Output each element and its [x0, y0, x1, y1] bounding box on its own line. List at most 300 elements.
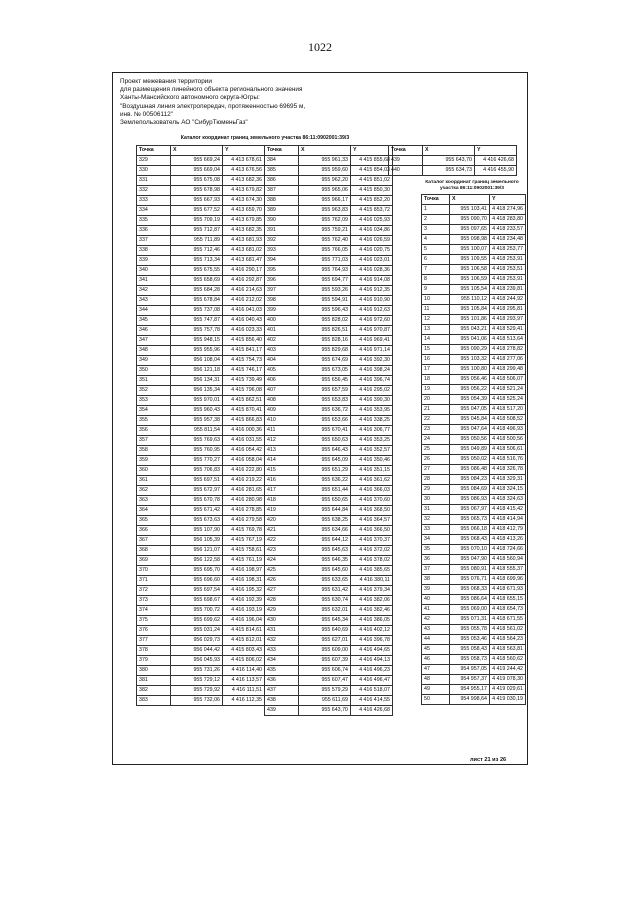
y-cell: 4 416 414,55	[351, 696, 393, 706]
table-row	[422, 375, 526, 385]
y-cell: 4 413 678,61	[223, 156, 265, 166]
point-cell: 21	[422, 405, 450, 415]
table-row	[265, 156, 393, 166]
y-cell: 4 416 212,02	[223, 296, 265, 306]
x-cell: 955 729,92	[171, 686, 223, 696]
x-cell: 955 962,20	[299, 176, 351, 186]
point-cell: 50	[422, 695, 450, 705]
table-row	[422, 365, 526, 375]
x-cell: 955 100,07	[450, 245, 490, 255]
point-cell: 421	[265, 526, 299, 536]
x-cell: 956 135,34	[171, 386, 223, 396]
point-cell: 45	[422, 645, 450, 655]
table-row	[137, 366, 265, 376]
point-cell: 23	[422, 425, 450, 435]
point-cell: 362	[137, 486, 171, 496]
x-cell: 955 058,43	[450, 645, 490, 655]
table-row	[422, 675, 526, 685]
y-cell: 4 416 023,01	[351, 256, 393, 266]
y-cell: 4 418 699,96	[490, 575, 526, 585]
x-cell: 955 965,06	[299, 186, 351, 196]
table-row	[265, 236, 393, 246]
y-cell: 4 416 025,93	[351, 216, 393, 226]
table-row	[265, 596, 393, 606]
table-row	[265, 646, 393, 656]
point-cell: 426	[265, 576, 299, 586]
point-cell: 31	[422, 505, 450, 515]
y-cell: 4 416 351,15	[351, 466, 393, 476]
table-row	[422, 415, 526, 425]
y-cell: 4 413 679,85	[223, 216, 265, 226]
y-cell: 4 415 852,20	[351, 196, 393, 206]
y-cell: 4 418 563,81	[490, 645, 526, 655]
point-cell: 334	[137, 206, 171, 216]
table-row	[137, 596, 265, 606]
y-cell: 4 418 253,91	[490, 255, 526, 265]
point-cell: 407	[265, 386, 299, 396]
table-row	[422, 465, 526, 475]
x-cell: 955 076,71	[450, 575, 490, 585]
y-cell: 4 416 111,51	[223, 686, 265, 696]
y-cell: 4 415 754,73	[223, 356, 265, 366]
y-cell: 4 419 244,42	[490, 665, 526, 675]
table-row	[265, 526, 393, 536]
x-cell: 955 596,43	[299, 306, 351, 316]
y-cell: 4 418 564,23	[490, 635, 526, 645]
point-cell: 400	[265, 316, 299, 326]
table-row	[265, 196, 393, 206]
table-row	[265, 536, 393, 546]
coordinates-table-3	[388, 145, 517, 176]
y-cell: 4 416 494,13	[351, 656, 393, 666]
table-row	[265, 246, 393, 256]
table-row	[137, 616, 265, 626]
table-row	[265, 186, 393, 196]
point-cell: 428	[265, 596, 299, 606]
table-row	[265, 586, 393, 596]
table-row	[265, 336, 393, 346]
x-cell: 955 086,48	[450, 465, 490, 475]
y-cell: 4 416 350,46	[351, 456, 393, 466]
table-row	[389, 156, 517, 166]
x-cell: 955 670,78	[171, 496, 223, 506]
y-cell: 4 418 253,91	[490, 275, 526, 285]
point-cell: 406	[265, 376, 299, 386]
point-cell: 363	[137, 496, 171, 506]
x-cell: 955 049,89	[450, 445, 490, 455]
table-row	[137, 566, 265, 576]
col-y: Y	[351, 146, 393, 156]
x-cell: 955 760,95	[171, 446, 223, 456]
y-cell: 4 416 193,19	[223, 606, 265, 616]
x-cell: 955 658,69	[171, 276, 223, 286]
table-row	[422, 405, 526, 415]
x-cell: 955 771,03	[299, 256, 351, 266]
point-cell: 46	[422, 655, 450, 665]
y-cell: 4 416 912,63	[351, 306, 393, 316]
x-cell: 955 672,97	[171, 486, 223, 496]
table-row	[137, 186, 265, 196]
x-cell: 955 070,10	[450, 545, 490, 555]
y-cell: 4 418 326,78	[490, 465, 526, 475]
x-cell: 955 106,58	[450, 265, 490, 275]
table-row	[422, 235, 526, 245]
y-cell: 4 416 379,34	[351, 586, 393, 596]
x-cell: 955 963,83	[299, 206, 351, 216]
y-cell: 4 418 529,41	[490, 325, 526, 335]
col-y: Y	[475, 146, 517, 156]
x-cell: 955 631,42	[299, 586, 351, 596]
header-line: Землепользователь АО "СибурТюменьГаз"	[120, 119, 248, 127]
y-cell: 4 418 671,55	[490, 615, 526, 625]
x-cell: 955 066,18	[450, 525, 490, 535]
point-cell: 378	[137, 646, 171, 656]
point-cell: 25	[422, 445, 450, 455]
table-row	[137, 476, 265, 486]
table-row	[137, 326, 265, 336]
y-cell: 4 416 455,90	[475, 166, 517, 176]
table-row	[265, 296, 393, 306]
x-cell: 955 957,38	[171, 416, 223, 426]
table-row	[265, 446, 393, 456]
point-cell: 36	[422, 555, 450, 565]
y-cell: 4 416 396,78	[351, 636, 393, 646]
point-cell: 409	[265, 406, 299, 416]
table-row	[137, 386, 265, 396]
point-cell: 29	[422, 485, 450, 495]
point-cell: 411	[265, 426, 299, 436]
y-cell: 4 418 555,37	[490, 565, 526, 575]
point-cell: 383	[137, 696, 171, 706]
table-row	[265, 546, 393, 556]
y-cell: 4 416 368,50	[351, 506, 393, 516]
point-cell: 436	[265, 676, 299, 686]
y-cell: 4 415 761,19	[223, 556, 265, 566]
table-row	[137, 466, 265, 476]
x-cell: 955 673,05	[299, 366, 351, 376]
table-row	[265, 376, 393, 386]
x-cell: 955 651,44	[299, 486, 351, 496]
table-row	[137, 676, 265, 686]
x-cell: 955 669,04	[171, 166, 223, 176]
y-cell: 4 413 681,02	[223, 246, 265, 256]
y-cell: 4 415 870,41	[223, 406, 265, 416]
point-cell: 410	[265, 416, 299, 426]
table-row	[265, 176, 393, 186]
y-cell: 4 418 239,81	[490, 285, 526, 295]
point-cell: 28	[422, 475, 450, 485]
point-cell: 388	[265, 196, 299, 206]
table-row	[265, 346, 393, 356]
y-cell: 4 416 195,32	[223, 586, 265, 596]
table-row	[265, 306, 393, 316]
table-row	[422, 225, 526, 235]
x-cell: 955 694,77	[299, 276, 351, 286]
y-cell: 4 415 850,30	[351, 186, 393, 196]
point-cell: 20	[422, 395, 450, 405]
y-cell: 4 413 676,56	[223, 166, 265, 176]
y-cell: 4 416 426,68	[475, 156, 517, 166]
point-cell: 39	[422, 585, 450, 595]
y-cell: 4 416 290,17	[223, 266, 265, 276]
x-cell: 955 729,12	[171, 676, 223, 686]
point-cell: 329	[137, 156, 171, 166]
table-row	[265, 496, 393, 506]
y-cell: 4 418 413,26	[490, 535, 526, 545]
x-cell: 955 636,72	[299, 406, 351, 416]
x-cell: 955 695,70	[171, 566, 223, 576]
x-cell: 956 029,73	[171, 636, 223, 646]
x-cell: 955 966,17	[299, 196, 351, 206]
point-cell: 359	[137, 456, 171, 466]
table-row	[137, 316, 265, 326]
point-cell: 440	[389, 166, 423, 176]
table-row	[265, 396, 393, 406]
table-row	[422, 525, 526, 535]
x-cell: 955 041,06	[450, 335, 490, 345]
y-cell: 4 413 682,36	[223, 176, 265, 186]
x-cell: 955 106,59	[450, 275, 490, 285]
x-cell: 955 069,00	[450, 605, 490, 615]
x-cell: 955 607,39	[299, 656, 351, 666]
y-cell: 4 415 812,01	[223, 636, 265, 646]
table-row	[137, 276, 265, 286]
point-cell: 35	[422, 545, 450, 555]
point-cell: 40	[422, 595, 450, 605]
x-cell: 955 674,69	[299, 356, 351, 366]
x-cell: 955 653,83	[299, 396, 351, 406]
x-cell: 956 122,58	[171, 556, 223, 566]
x-cell: 955 675,08	[171, 176, 223, 186]
y-cell: 4 416 385,65	[351, 566, 393, 576]
x-cell: 955 047,90	[450, 555, 490, 565]
point-cell: 3	[422, 225, 450, 235]
table-row	[265, 256, 393, 266]
table-row	[265, 566, 393, 576]
table-row	[422, 505, 526, 515]
point-cell: 416	[265, 476, 299, 486]
y-cell: 4 416 402,12	[351, 626, 393, 636]
x-cell: 955 056,22	[450, 385, 490, 395]
y-cell: 4 418 513,64	[490, 335, 526, 345]
table-row	[137, 336, 265, 346]
x-cell: 955 645,60	[299, 566, 351, 576]
y-cell: 4 416 112,35	[223, 696, 265, 706]
y-cell: 4 415 758,61	[223, 546, 265, 556]
y-cell: 4 415 866,83	[223, 416, 265, 426]
x-cell: 955 633,65	[299, 576, 351, 586]
x-cell: 955 697,51	[171, 476, 223, 486]
table-row	[422, 625, 526, 635]
y-cell: 4 415 814,61	[223, 626, 265, 636]
y-cell: 4 416 398,24	[351, 366, 393, 376]
y-cell: 4 416 058,04	[223, 456, 265, 466]
point-cell: 27	[422, 465, 450, 475]
point-cell: 17	[422, 365, 450, 375]
table-row	[137, 586, 265, 596]
point-cell: 377	[137, 636, 171, 646]
table-row	[422, 615, 526, 625]
point-cell: 18	[422, 375, 450, 385]
point-cell: 385	[265, 166, 299, 176]
x-cell: 955 053,46	[450, 635, 490, 645]
point-cell: 9	[422, 285, 450, 295]
point-cell: 373	[137, 596, 171, 606]
table-row	[422, 325, 526, 335]
x-cell: 955 948,15	[171, 336, 223, 346]
x-cell: 955 677,52	[171, 206, 223, 216]
x-cell: 955 653,66	[299, 416, 351, 426]
table-row	[265, 506, 393, 516]
y-cell: 4 418 724,66	[490, 545, 526, 555]
point-cell: 340	[137, 266, 171, 276]
y-cell: 4 418 560,62	[490, 655, 526, 665]
y-cell: 4 416 280,98	[223, 496, 265, 506]
col-y: Y	[223, 146, 265, 156]
y-cell: 4 418 295,81	[490, 305, 526, 315]
table-row	[265, 476, 393, 486]
y-cell: 4 415 862,51	[223, 396, 265, 406]
point-cell: 4	[422, 235, 450, 245]
y-cell: 4 416 040,43	[223, 316, 265, 326]
point-cell: 344	[137, 306, 171, 316]
y-cell: 4 416 281,65	[223, 486, 265, 496]
point-cell: 24	[422, 435, 450, 445]
x-cell: 955 645,34	[299, 616, 351, 626]
table-row	[137, 176, 265, 186]
table-row	[422, 305, 526, 315]
point-cell: 343	[137, 296, 171, 306]
y-cell: 4 416 023,33	[223, 326, 265, 336]
point-cell: 337	[137, 236, 171, 246]
y-cell: 4 416 382,06	[351, 596, 393, 606]
x-cell: 955 828,02	[299, 316, 351, 326]
x-cell: 955 105,54	[450, 285, 490, 295]
table-row	[137, 256, 265, 266]
table-row	[137, 686, 265, 696]
y-cell: 4 416 366,50	[351, 526, 393, 536]
table-row	[137, 666, 265, 676]
x-cell: 955 712,87	[171, 226, 223, 236]
col-point: Точка	[389, 146, 423, 156]
point-cell: 405	[265, 366, 299, 376]
catalog-caption-small: Каталог координат границ земельного участка 86:11:0902001:39/3	[425, 180, 519, 191]
point-cell: 390	[265, 216, 299, 226]
x-cell: 955 764,93	[299, 266, 351, 276]
table-row	[265, 206, 393, 216]
x-cell: 955 684,28	[171, 286, 223, 296]
point-cell: 350	[137, 366, 171, 376]
table-row	[265, 606, 393, 616]
table-row	[265, 556, 393, 566]
point-cell: 49	[422, 685, 450, 695]
table-row	[137, 376, 265, 386]
coordinates-table-4	[421, 194, 526, 705]
table-row	[265, 286, 393, 296]
x-cell: 955 047,05	[450, 405, 490, 415]
x-cell: 955 656,45	[299, 376, 351, 386]
point-cell: 26	[422, 455, 450, 465]
y-cell: 4 415 803,43	[223, 646, 265, 656]
table-row	[422, 285, 526, 295]
x-cell: 955 955,96	[171, 346, 223, 356]
x-cell: 955 646,35	[299, 556, 351, 566]
x-cell: 955 050,56	[450, 435, 490, 445]
x-cell: 955 090,29	[450, 345, 490, 355]
x-cell: 955 086,64	[450, 595, 490, 605]
x-cell: 955 673,63	[171, 516, 223, 526]
table-row	[422, 565, 526, 575]
table-row	[137, 646, 265, 656]
y-cell: 4 416 222,80	[223, 466, 265, 476]
y-cell: 4 415 806,02	[223, 656, 265, 666]
y-cell: 4 418 274,96	[490, 205, 526, 215]
point-cell: 439	[389, 156, 423, 166]
y-cell: 4 418 299,48	[490, 365, 526, 375]
y-cell: 4 418 412,79	[490, 525, 526, 535]
table-row	[137, 496, 265, 506]
point-cell: 418	[265, 496, 299, 506]
point-cell: 438	[265, 696, 299, 706]
x-cell: 955 634,73	[423, 166, 475, 176]
table-row	[422, 215, 526, 225]
table-row	[422, 585, 526, 595]
y-cell: 4 416 426,68	[351, 706, 393, 716]
x-cell: 955 627,01	[299, 636, 351, 646]
point-cell: 432	[265, 636, 299, 646]
y-cell: 4 418 525,24	[490, 395, 526, 405]
table-row	[265, 406, 393, 416]
sheet-label: лист 21 из 26	[470, 757, 507, 763]
x-cell: 955 711,89	[171, 236, 223, 246]
table-row	[422, 345, 526, 355]
table-row	[422, 445, 526, 455]
x-cell: 955 630,74	[299, 596, 351, 606]
y-cell: 4 416 370,37	[351, 536, 393, 546]
x-cell: 955 970,01	[171, 396, 223, 406]
x-cell: 955 098,98	[450, 235, 490, 245]
point-cell: 33	[422, 525, 450, 535]
x-cell: 955 643,70	[299, 706, 351, 716]
point-cell: 37	[422, 565, 450, 575]
y-cell: 4 415 855,68	[351, 156, 393, 166]
table-row	[422, 655, 526, 665]
table-row	[389, 166, 517, 176]
table-row	[265, 696, 393, 706]
point-cell: 430	[265, 616, 299, 626]
table-row	[137, 426, 265, 436]
point-cell: 44	[422, 635, 450, 645]
table-row	[137, 506, 265, 516]
x-cell: 955 829,68	[299, 346, 351, 356]
x-cell: 955 669,24	[171, 156, 223, 166]
point-cell: 352	[137, 386, 171, 396]
point-cell: 422	[265, 536, 299, 546]
y-cell: 4 416 353,95	[351, 406, 393, 416]
x-cell: 954 998,64	[450, 695, 490, 705]
point-cell: 365	[137, 516, 171, 526]
x-cell: 955 097,65	[450, 225, 490, 235]
x-cell: 955 105,84	[450, 305, 490, 315]
x-cell: 955 609,00	[299, 646, 351, 656]
table-row	[137, 416, 265, 426]
table-row	[422, 435, 526, 445]
table-row	[137, 576, 265, 586]
point-cell: 419	[265, 506, 299, 516]
y-cell: 4 415 851,02	[351, 176, 393, 186]
point-cell: 429	[265, 606, 299, 616]
point-cell: 357	[137, 436, 171, 446]
